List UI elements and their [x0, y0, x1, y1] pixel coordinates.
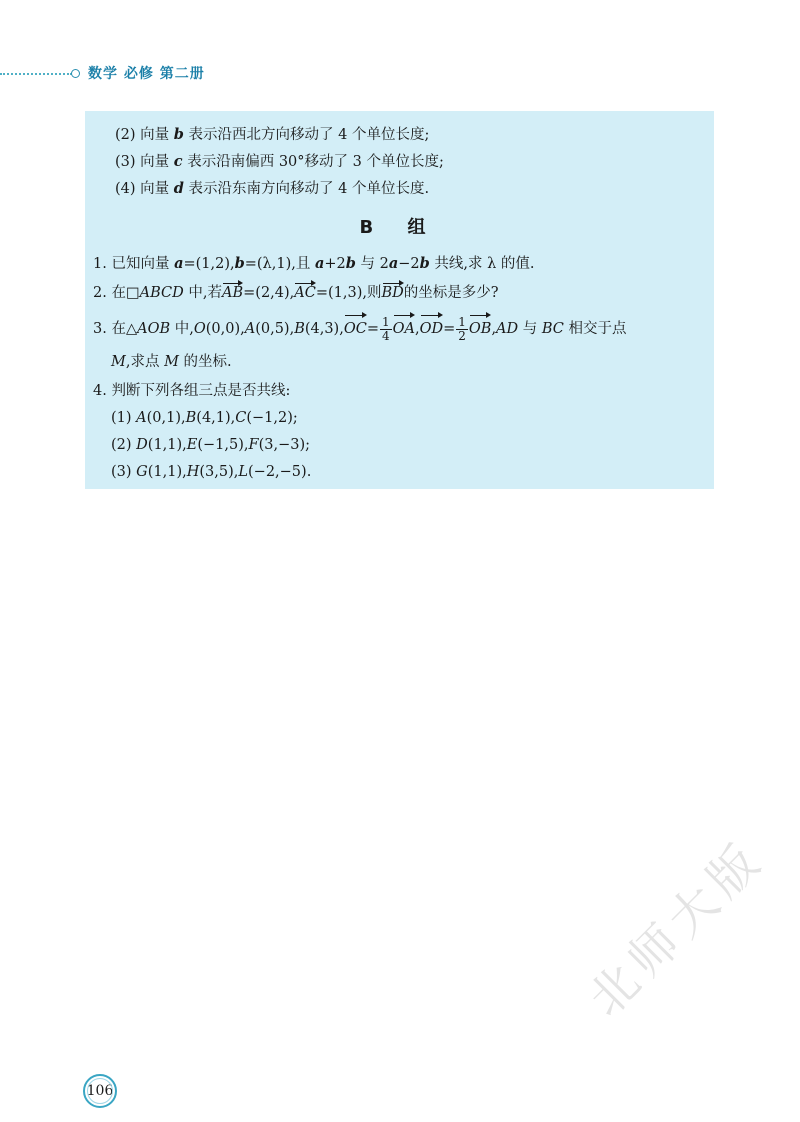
- text: 已知向量: [106, 256, 175, 272]
- italic-var: A: [244, 321, 256, 337]
- fraction-denominator: 4: [381, 328, 390, 343]
- problem-4: [93, 381, 290, 401]
- text: (3,5),: [199, 464, 239, 480]
- italic-var: M: [164, 354, 179, 370]
- problem-3: [93, 315, 627, 343]
- vector-ac: AC: [294, 285, 316, 301]
- fraction-denominator: 2: [458, 328, 466, 343]
- exercise-a-item-3: [115, 152, 444, 172]
- italic-var: E: [186, 437, 198, 453]
- italic-var: O: [193, 321, 206, 337]
- fraction-numerator: 1: [381, 314, 390, 329]
- text: 在□: [106, 285, 140, 301]
- text: (0,1),: [146, 410, 186, 426]
- italic-var: G: [136, 464, 148, 480]
- italic-var: AOB: [137, 321, 171, 337]
- problem-number: 4.: [93, 383, 107, 399]
- problem-2: [93, 283, 499, 303]
- vector-oa: OA: [393, 315, 415, 343]
- text: 与: [518, 321, 542, 337]
- item-number: (3): [111, 464, 132, 480]
- text: 的坐标是多少?: [403, 285, 499, 301]
- group-b-title: B 组: [359, 217, 440, 238]
- italic-var: B: [185, 410, 197, 426]
- page-number: [83, 1074, 117, 1108]
- text: (1,1),: [147, 437, 187, 453]
- italic-var: ABCD: [139, 285, 184, 301]
- vector-var: a: [314, 255, 325, 272]
- exercise-a-item-2: [115, 125, 429, 145]
- text: (−1,2);: [246, 410, 298, 426]
- fraction-one-quarter: [380, 316, 392, 343]
- vector-var: b: [345, 255, 356, 272]
- text: (0,0),: [205, 321, 245, 337]
- problem-1: [93, 254, 535, 274]
- text: 在△: [106, 321, 138, 337]
- item-number: (1): [111, 410, 132, 426]
- book-title: 数学 必修 第二册: [88, 66, 205, 82]
- vector-var: d: [173, 180, 184, 197]
- item-number: (4): [115, 181, 136, 197]
- vector-oc: OC: [344, 315, 367, 343]
- exercise-a-item-4: [115, 179, 429, 199]
- text: =(1,2),: [183, 256, 235, 272]
- text: 判断下列各组三点是否共线:: [106, 383, 291, 399]
- problem-4-sub-3: [111, 462, 311, 482]
- text: 表示沿南偏西 30°移动了 3 个单位长度;: [182, 154, 444, 170]
- vector-var: b: [419, 255, 430, 272]
- text: 中,: [170, 321, 194, 337]
- vector-var: c: [173, 153, 183, 170]
- italic-var: H: [186, 464, 200, 480]
- problem-4-sub-1: [111, 408, 298, 428]
- vector-var: b: [173, 126, 184, 143]
- text: =(λ,1),且: [244, 256, 315, 272]
- vector-var: a: [388, 255, 399, 272]
- text: ,: [491, 321, 497, 337]
- page-number-text: 106: [86, 1083, 114, 1099]
- text: =(1,3),则: [315, 285, 382, 301]
- text: (4,1),: [196, 410, 236, 426]
- text: (3,−3);: [258, 437, 310, 453]
- text: 与 2: [355, 256, 389, 272]
- text: 中,若: [183, 285, 222, 301]
- text: −2: [398, 256, 420, 272]
- text: 相交于点: [563, 321, 627, 337]
- vector-var: b: [234, 255, 245, 272]
- italic-var: BC: [541, 321, 564, 337]
- item-number: (2): [111, 437, 132, 453]
- exercise-box: [85, 111, 714, 489]
- text: (1,1),: [147, 464, 187, 480]
- italic-var: M: [111, 354, 126, 370]
- italic-var: F: [248, 437, 259, 453]
- text: +2: [324, 256, 346, 272]
- fraction-numerator: 1: [458, 314, 466, 329]
- problem-number: 2.: [93, 285, 107, 301]
- text: 表示沿东南方向移动了 4 个单位长度.: [183, 181, 430, 197]
- italic-var: AD: [496, 321, 519, 337]
- text: (4,3),: [304, 321, 344, 337]
- italic-var: B: [294, 321, 305, 337]
- problem-3-continued: [111, 352, 232, 372]
- vector-bd: BD: [381, 285, 404, 301]
- problem-4-sub-2: [111, 435, 310, 455]
- vector-ab: AB: [222, 285, 244, 301]
- problem-number: 3.: [93, 321, 107, 337]
- vector-var: a: [174, 255, 184, 272]
- text: (−1,5),: [197, 437, 249, 453]
- italic-var: L: [238, 464, 249, 480]
- italic-var: D: [136, 437, 148, 453]
- vector-ob: OB: [469, 315, 492, 343]
- text: (0,5),: [255, 321, 295, 337]
- text: 共线,求 λ 的值.: [429, 256, 535, 272]
- text: 表示沿西北方向移动了 4 个单位长度;: [183, 127, 430, 143]
- text: 的坐标.: [178, 354, 232, 370]
- vector-od: OD: [420, 315, 444, 343]
- header-dot-icon: [71, 69, 80, 78]
- text: 向量: [135, 154, 174, 170]
- text: =: [443, 321, 456, 337]
- text: ,求点: [125, 354, 165, 370]
- italic-var: C: [235, 410, 247, 426]
- text: 向量: [135, 181, 174, 197]
- text: 向量: [135, 127, 174, 143]
- text: =(2,4),: [243, 285, 295, 301]
- text: (−2,−5).: [248, 464, 312, 480]
- header-rule: [0, 73, 72, 75]
- text: =: [366, 321, 379, 337]
- item-number: (3): [115, 154, 136, 170]
- publisher-watermark: 北师大版: [577, 829, 776, 1028]
- text: ,: [414, 321, 420, 337]
- problem-number: 1.: [93, 256, 107, 272]
- item-number: (2): [115, 127, 136, 143]
- fraction-one-half: [456, 316, 468, 343]
- italic-var: A: [136, 410, 147, 426]
